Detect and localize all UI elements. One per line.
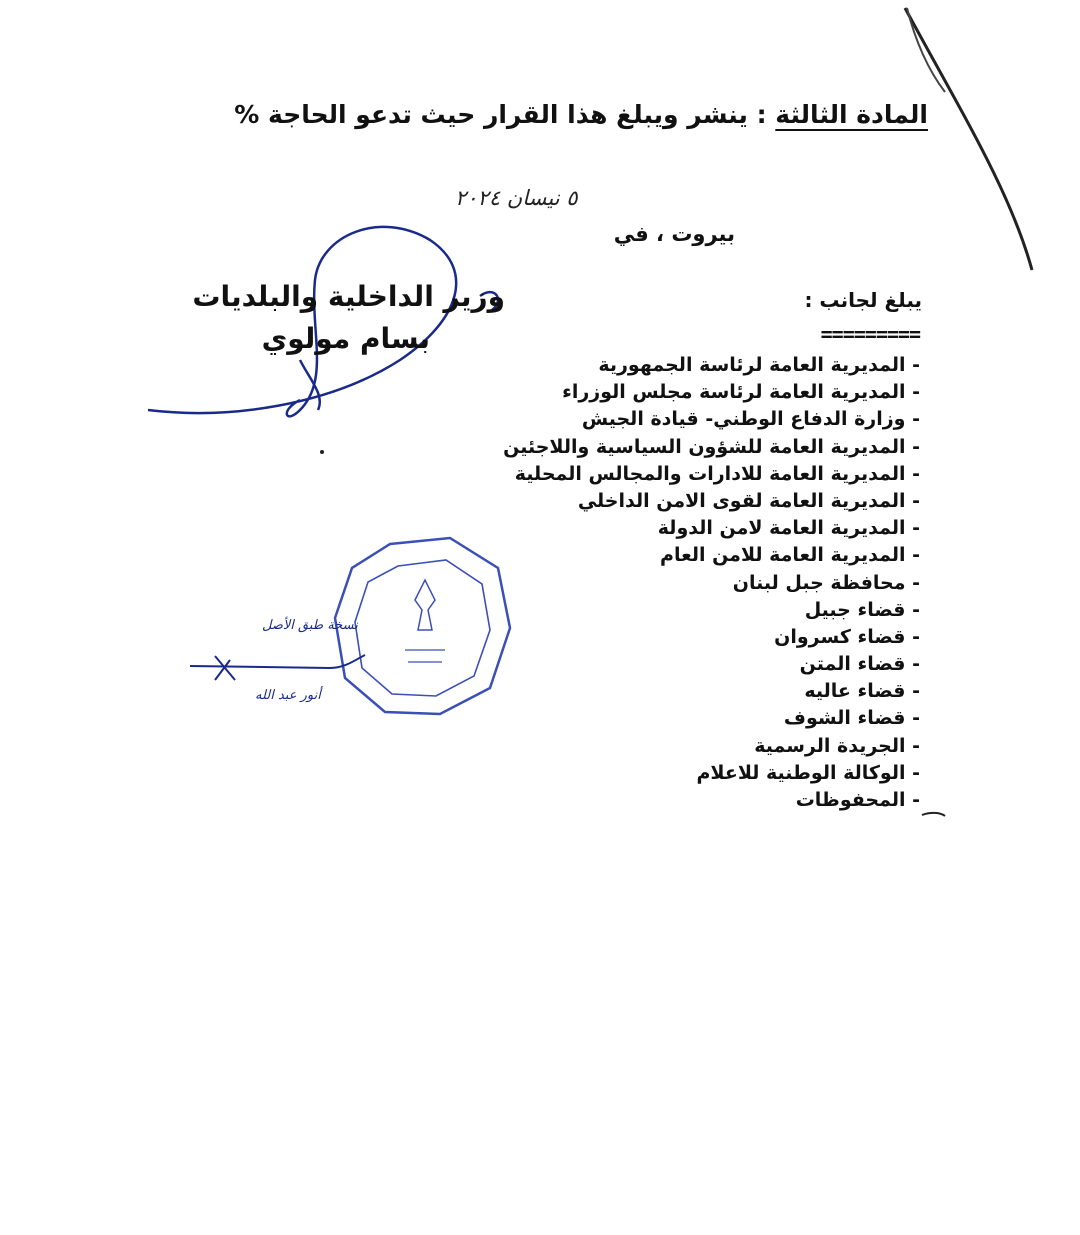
list-item: - المديرية العامة للامن العام xyxy=(660,544,920,567)
handwritten-date: ٥ نيسان ٢٠٢٤ xyxy=(455,186,578,210)
list-item: - وزارة الدفاع الوطني- قيادة الجيش xyxy=(581,408,920,431)
list-item: - قضاء الشوف xyxy=(783,707,920,730)
list-item: - قضاء عاليه xyxy=(804,680,920,703)
list-item: - قضاء جبيل xyxy=(804,598,920,621)
list-item: - قضاء المتن xyxy=(799,653,920,676)
minister-name: بسام مولوي xyxy=(261,322,430,355)
list-item: - الوكالة الوطنية للاعلام xyxy=(696,761,920,784)
recipients-list xyxy=(503,352,920,814)
list-item: - قضاء كسروان xyxy=(774,625,920,648)
article-label: المادة الثالثة xyxy=(775,100,928,129)
list-item: - المديرية العامة للادارات والمجالس المحلية xyxy=(514,462,920,485)
place-line: بيروت ، في xyxy=(613,222,735,246)
certifier-name: أنور عبد الله xyxy=(255,688,321,703)
list-item: - المديرية العامة لرئاسة مجلس الوزراء xyxy=(562,381,920,404)
tick-mark xyxy=(922,813,945,816)
separator-line: ========= xyxy=(820,322,920,346)
minister-title: وزير الداخلية والبلديات xyxy=(192,280,505,313)
list-item: - المديرية العامة لقوى الامن الداخلي xyxy=(577,489,920,512)
ink-dot xyxy=(320,450,324,454)
certification-note: نسخة طبق الأصل xyxy=(262,618,358,633)
article-three xyxy=(234,100,928,129)
notify-label: يبلغ لجانب : xyxy=(804,288,922,312)
list-item: - الجريدة الرسمية xyxy=(754,734,920,757)
page-edge-line xyxy=(905,8,1032,270)
list-item: - المديرية العامة لرئاسة الجمهورية xyxy=(598,354,920,376)
official-stamp-seal xyxy=(335,538,510,714)
list-item: - المديرية العامة لامن الدولة xyxy=(657,517,920,540)
list-item: - محافظة جبل لبنان xyxy=(732,571,920,594)
certification-signature xyxy=(190,655,365,680)
article-text: : ينشر ويبلغ هذا القرار حيث تدعو الحاجة % xyxy=(234,100,767,129)
list-item: - المديرية العامة للشؤون السياسية واللاجئين xyxy=(503,435,920,458)
list-item: - المحفوظات xyxy=(795,789,920,811)
